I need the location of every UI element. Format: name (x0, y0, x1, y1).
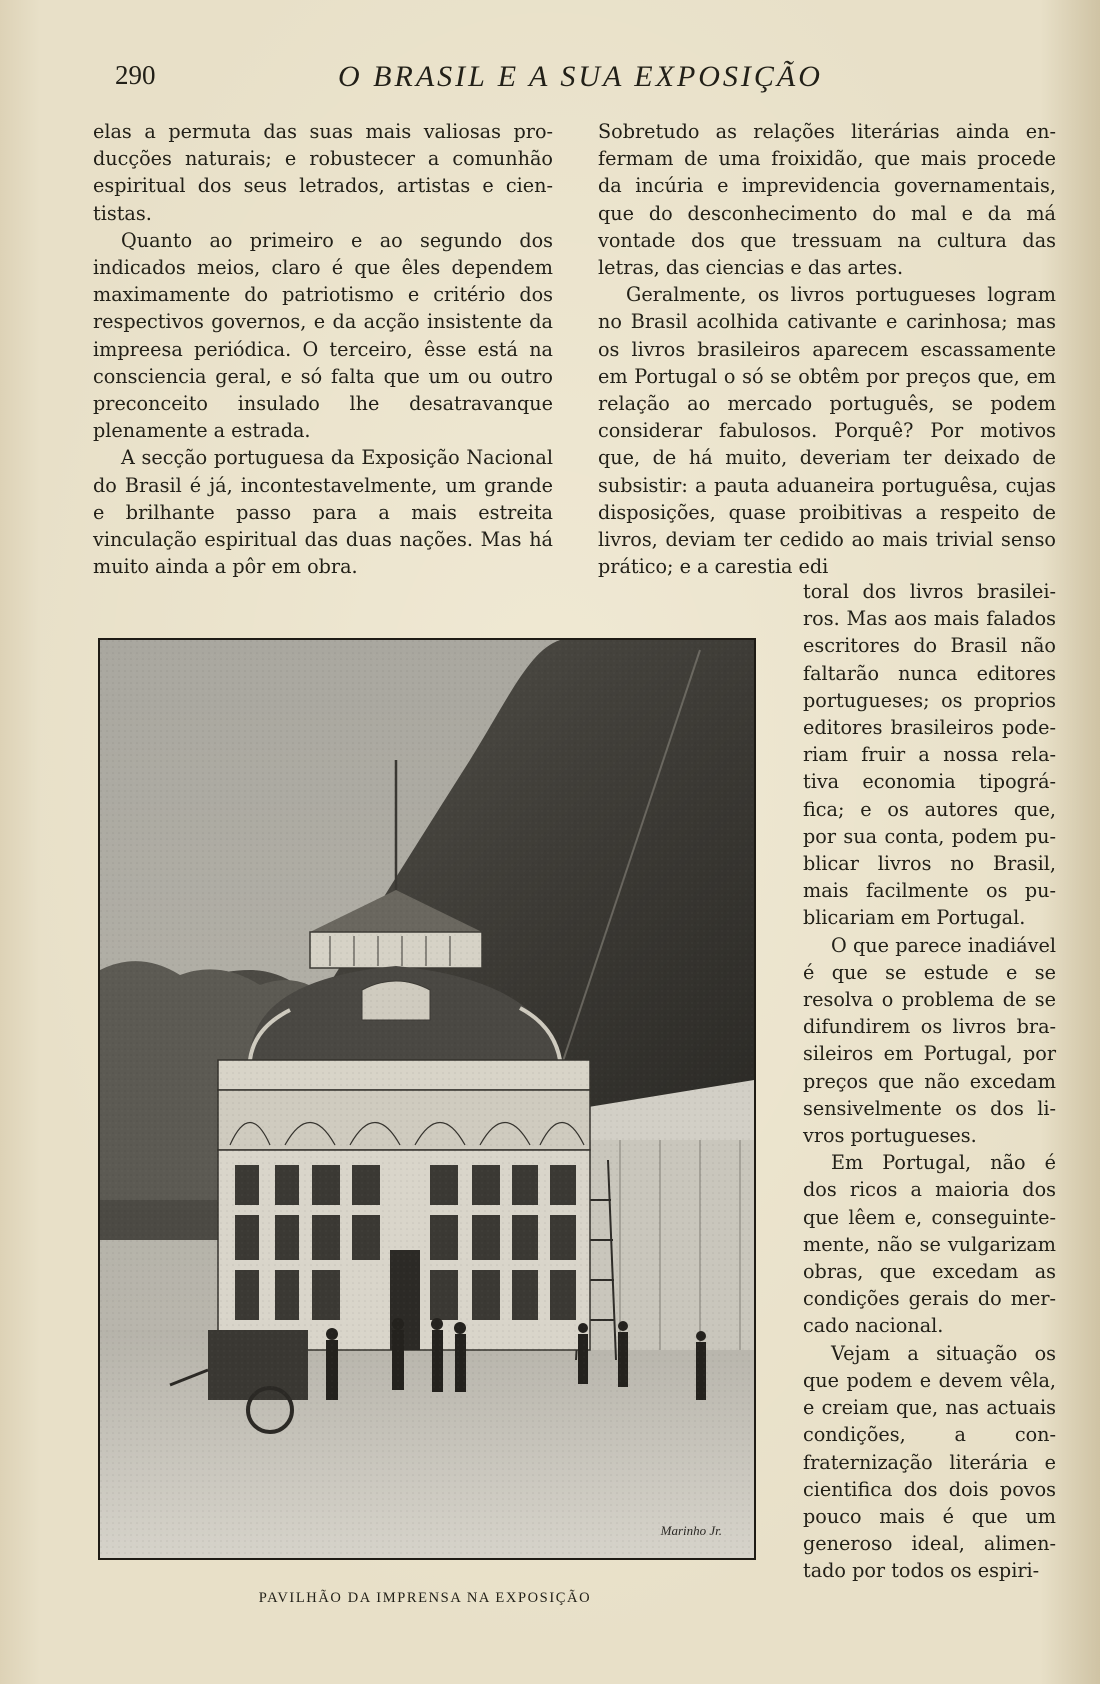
narrow-paragraph-3: O que parece inadiável é que se estude e se resolva o problema de se difundirem os livros brasileiros em Portugal, por preços que não excedam sensivelmente os dos livros portugueses. (803, 933, 1056, 1148)
narrow-paragraph-4: Em Portugal, não é dos ricos a maioria dos que lêem e, conseguintemente, não se vulgarizam obras, que excedam as condições gerais do mercado nacional. (803, 1151, 1056, 1338)
right-column (598, 118, 1056, 580)
right-paragraph-1: Sobretudo as relações literárias ainda enfermam de uma froixidão, que mais procede da incúria e imprevidencia governamentais, que do desconhecimento do mal e da má vontade dos que tressuam na cultura das letras, das ciencias e das artes. (598, 120, 1056, 280)
narrow-paragraph-5: Vejam a situação os que podem e devem vêla, e creiam que, nas actuais condições, a confraternização literária e cientifica dos dois povos pouco mais é que um generoso ideal, alimentado por todos os espiri- (803, 1341, 1056, 1583)
left-paragraph-1: elas a permuta das suas mais valiosas producções naturais; e robustecer a comunhão espiritual dos seus letrados, artistas e cientistas. (93, 120, 553, 225)
right-narrow-column (803, 578, 1056, 1585)
pavilion-photograph (98, 638, 756, 1560)
photographer-signature: Marinho Jr. (660, 1523, 722, 1538)
narrow-paragraph-continuation: toral dos livros brasileiros. Mas aos mais falados escritores do Brasil não faltarão nunca editores portugueses; os proprios editores brasileiros poderiam fruir a nossa relativa economia tipográfica; e os autores que, por sua conta, podem publicar livros no Brasil, mais facilmente os publicariam em Portugal. (803, 580, 1056, 930)
figure-caption: PAVILHÃO DA IMPRENSA NA EXPOSIÇÃO (258, 1590, 592, 1606)
running-header (0, 60, 1100, 100)
running-title: O BRASIL E A SUA EXPOSIÇÃO (338, 60, 823, 93)
right-paragraph-2: Geralmente, os livros portugueses logram no Brasil acolhida cativante e carinhosa; mas os livros brasileiros aparecem escassamente em Portugal o só se obtêm por preços que, em relação ao mercado português, se podem considerar fabulosos. Porquê? Por motivos que, de há muito, deveriam ter deixado de subsistir: a pauta aduaneira portuguêsa, cujas disposições, quase proibitivas a respeito de livros, deviam ter cedido ao mais trivial senso prático; e a carestia edi (598, 283, 1056, 579)
left-paragraph-2: Quanto ao primeiro e ao segundo dos indicados meios, claro é que êles dependem maximamente do patriotismo e critério dos respectivos governos, e da acção insistente da impreesa periódica. O terceiro, êsse está na consciencia geral, e só falta que um ou outro preconceito insulado lhe desatravanque plenamente a estrada. (93, 228, 553, 443)
left-column (93, 118, 553, 580)
pavilion-illustration (100, 640, 754, 1558)
page-number: 290 (115, 60, 156, 90)
left-paragraph-3: A secção portuguesa da Exposição Nacional do Brasil é já, incontestavelmente, um grande e brilhante passo para a mais estreita vinculação espiritual das duas nações. Mas há muito ainda a pôr em obra. (93, 446, 553, 579)
